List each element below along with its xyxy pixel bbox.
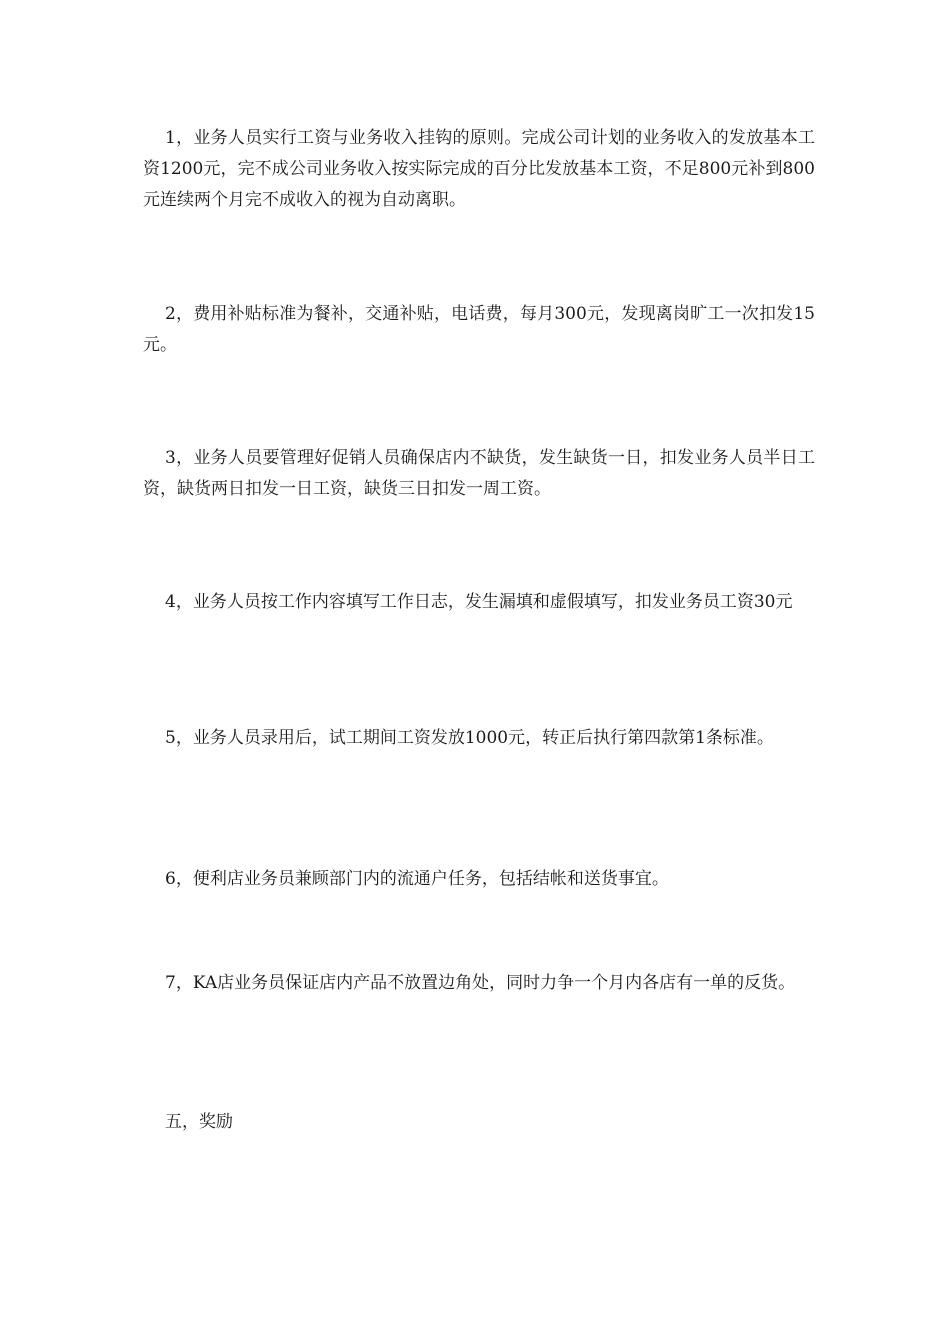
paragraph-rule-2: 2，费用补贴标准为餐补，交通补贴，电话费，每月300元，发现离岗旷工一次扣发15元。: [143, 304, 815, 355]
paragraph-rule-7: 7，KA店业务员保证店内产品不放置边角处，同时力争一个月内各店有一单的反货。: [165, 973, 796, 993]
paragraph-rule-4: 4，业务人员按工作内容填写工作日志，发生漏填和虚假填写，扣发业务员工资30元: [165, 592, 793, 612]
paragraph-rule-6: 6，便利店业务员兼顾部门内的流通户任务，包括结帐和送货事宜。: [165, 869, 669, 889]
paragraph-rule-1: 1，业务人员实行工资与业务收入挂钩的原则。完成公司计划的业务收入的发放基本工资1200元，完不成公司业务收入按实际完成的百分比发放基本工资，不足800元补到800元连续两个月完不成收入的视为自动离职。: [143, 128, 815, 210]
section-heading-rewards: 五，奖励: [165, 1112, 233, 1132]
paragraph-rule-5: 5，业务人员录用后，试工期间工资发放1000元，转正后执行第四款第1条标准。: [165, 728, 774, 748]
paragraph-rule-3: 3，业务人员要管理好促销人员确保店内不缺货，发生缺货一日，扣发业务人员半日工资，缺货两日扣发一日工资，缺货三日扣发一周工资。: [143, 448, 815, 499]
